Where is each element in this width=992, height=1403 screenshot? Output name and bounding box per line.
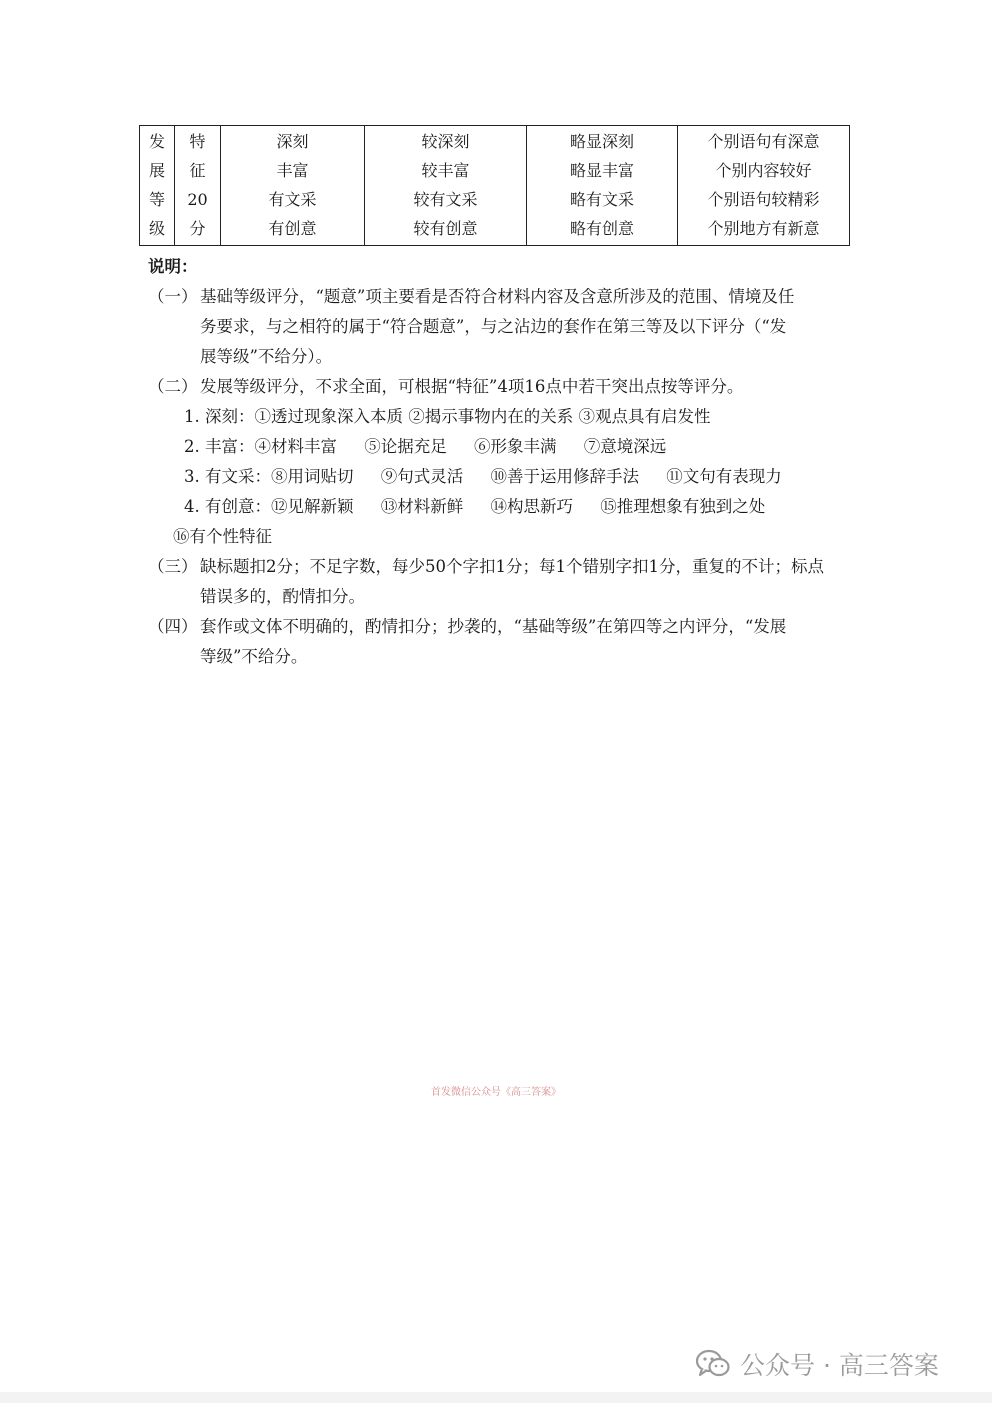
level-1-cell: [221, 126, 365, 246]
level-3-cell: [527, 126, 678, 246]
table-cell-text: 个别内容较好: [715, 161, 812, 180]
category-char: 展: [148, 161, 165, 180]
item-label: 2. 丰富：: [184, 437, 255, 456]
paragraph-mark: （三）: [148, 557, 198, 576]
feature-list-item: [148, 462, 848, 492]
table-cell-text: 有创意: [268, 219, 317, 238]
category-cell: [140, 126, 175, 246]
table-row: [140, 126, 850, 246]
table-cell-text: 较有文采: [413, 190, 478, 209]
item-point: ⑪文句有表现力: [666, 467, 782, 486]
item-label: 4. 有创意：: [184, 497, 271, 516]
item-label: 3. 有文采：: [184, 467, 271, 486]
table-cell-text: 较深刻: [421, 132, 470, 151]
table-cell-text: 略有创意: [569, 219, 634, 238]
paragraph-line: 错误多的，酌情扣分。: [200, 587, 365, 606]
item-point: ⑤论据充足: [364, 437, 447, 456]
bottom-strip: [0, 1392, 992, 1403]
item-point: ⑩善于运用修辞手法: [490, 467, 639, 486]
item-point: ⑫见解新颖: [271, 497, 354, 516]
paragraph-line: 缺标题扣2分；不足字数，每少50个字扣1分；每1个错别字扣1分，重复的不计；标点: [200, 557, 824, 576]
table-cell-text: 个别地方有新意: [707, 219, 820, 238]
table-cell-text: 个别语句有深意: [707, 132, 820, 151]
table-cell-text: 丰富: [276, 161, 309, 180]
item-point: ⑧用词贴切: [271, 467, 354, 486]
item-point: ⑮推理想象有独到之处: [600, 497, 766, 516]
item-point: ③观点具有启发性: [578, 407, 711, 426]
note-paragraph-3: [148, 552, 848, 612]
paragraph-line: 发展等级评分，不求全面，可根据“特征”4项16点中若干突出点按等评分。: [200, 377, 744, 396]
feature-char: 特: [189, 132, 206, 151]
feature-list-extra: ⑯有个性特征: [173, 527, 272, 546]
paragraph-mark: （一）: [148, 287, 198, 306]
paragraph-line: 务要求，与之相符的属于“符合题意”，与之沾边的套作在第三等及以下评分（“发: [200, 317, 787, 336]
notes-title: 说明：: [148, 257, 198, 276]
paragraph-mark: （二）: [148, 377, 198, 396]
level-2-cell: [365, 126, 527, 246]
level-4-cell: [678, 126, 850, 246]
feature-list-item: [148, 402, 848, 432]
item-point: ⑭构思新巧: [490, 497, 573, 516]
wechat-icon: [696, 1349, 730, 1379]
table-cell-text: 略有文采: [569, 190, 634, 209]
table-cell-text: 较有创意: [413, 219, 478, 238]
item-label: 1. 深刻：: [184, 407, 255, 426]
footer-brand: [696, 1344, 939, 1384]
feature-char: 征: [189, 161, 206, 180]
category-char: 级: [148, 219, 165, 238]
item-point: ④材料丰富: [254, 437, 337, 456]
item-point: ②揭示事物内在的关系: [408, 407, 574, 426]
feature-list-item: [148, 432, 848, 462]
item-point: ⑦意境深远: [583, 437, 667, 456]
table-cell-text: 有文采: [268, 190, 317, 209]
table-cell-text: 略显深刻: [569, 132, 634, 151]
table-cell-text: 深刻: [276, 132, 309, 151]
feature-char: 分: [189, 219, 206, 238]
note-paragraph-1: [148, 282, 848, 372]
watermark-text: 首发微信公众号《高三答案》: [431, 1087, 561, 1098]
table-cell-text: 个别语句较精彩: [707, 190, 820, 209]
category-char: 发: [148, 132, 165, 151]
paragraph-line: 展等级”不给分）。: [200, 347, 333, 366]
feature-char: 20: [187, 190, 208, 209]
note-paragraph-2: [148, 372, 848, 402]
paragraph-line: 等级”不给分。: [200, 647, 308, 666]
paragraph-line: 基础等级评分，“题意”项主要看是否符合材料内容及含意所涉及的范围、情境及任: [200, 287, 795, 306]
item-point: ⑨句式灵活: [380, 467, 464, 486]
paragraph-line: 套作或文体不明确的，酌情扣分；抄袭的，“基础等级”在第四等之内评分，“发展: [200, 617, 787, 636]
score-table: [139, 125, 850, 246]
item-point: ⑬材料新鲜: [380, 497, 464, 516]
feature-list-item: [148, 492, 848, 522]
category-char: 等: [148, 190, 165, 209]
note-paragraph-4: [148, 612, 848, 672]
table-cell-text: 较丰富: [421, 161, 470, 180]
notes-section: [148, 252, 848, 672]
table-cell-text: 略显丰富: [569, 161, 634, 180]
paragraph-mark: （四）: [148, 617, 198, 636]
item-point: ①透过现象深入本质: [254, 407, 403, 426]
item-point: ⑥形象丰满: [474, 437, 557, 456]
feature-cell: [175, 126, 221, 246]
footer-brand-text: 公众号 · 高三答案: [740, 1351, 939, 1380]
